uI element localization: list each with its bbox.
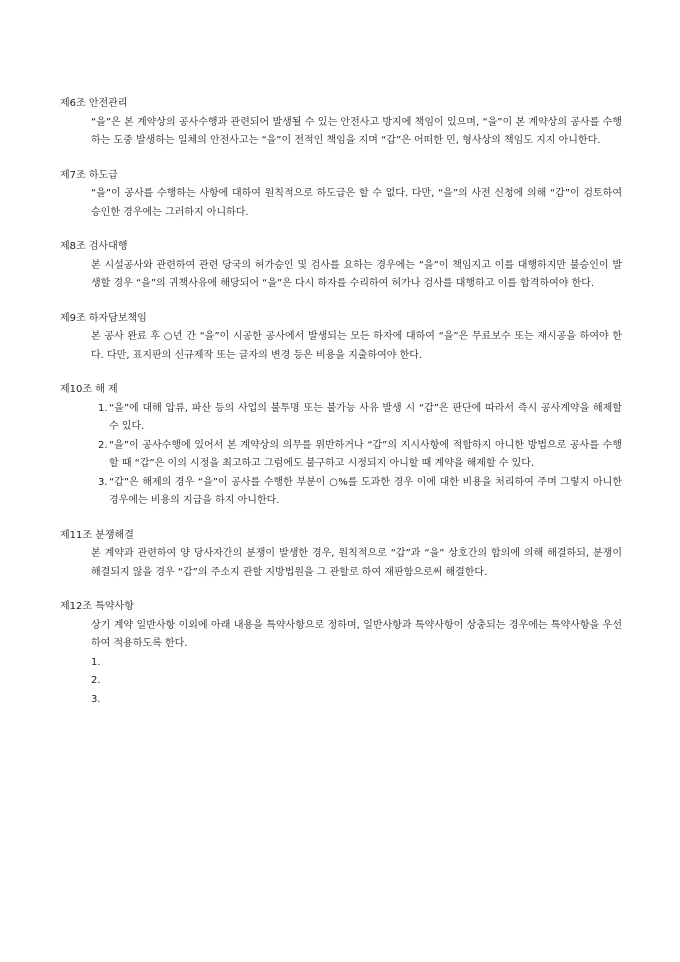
- article-7: [60, 167, 622, 223]
- item-text: “을”이 공사수행에 있어서 본 계약상의 의무를 위반하거나 “갑”의 지시사항에 적합하지 아니한 방법으로 공사를 수행할 때 “갑”은 이의 시정을 최고하고 그럼에도 불구하고 시정되지 아니할 때 계약을 해제할 수 있다.: [109, 439, 622, 469]
- contract-clauses: [60, 95, 622, 725]
- article-heading: 제12조 특약사항: [60, 601, 134, 612]
- article-9: [60, 310, 622, 366]
- list-item: [60, 437, 622, 474]
- article-heading: 제11조 분쟁해결: [60, 529, 134, 541]
- termination-list: [60, 400, 622, 511]
- item-text: “을”에 대해 압류, 파산 등의 사업의 불투명 또는 불가능 사유 발생 시 “갑”은 판단에 따라서 즉시 공사계약을 해제할 수 있다.: [109, 402, 622, 432]
- article-body: 본 공사 완료 후 ○년 간 “을”이 시공한 공사에서 발생되는 모든 하자에 대하여 “을”은 무료보수 또는 재시공을 하여야 한다. 다만, 표지판의 신규제작 또는 글자의 변경 등은 비용을 지출하여야 한다.: [91, 331, 622, 361]
- article-body: 본 시설공사와 관련하여 관련 당국의 허가승인 및 검사를 요하는 경우에는 “을”이 책임지고 이를 대행하지만 불승인이 발생할 경우 “을”의 귀책사유에 해당되어 “을”은 다시 하자를 수리하여 허가나 검사를 대행하고 이를 합격하여야 한다.: [91, 259, 622, 289]
- article-10: [60, 381, 622, 511]
- special-terms-list: [91, 654, 622, 710]
- list-item: 1.: [91, 656, 101, 668]
- item-number: 2.: [98, 439, 108, 451]
- article-8: [60, 238, 622, 294]
- list-item: 2.: [91, 675, 101, 686]
- article-body: “을”이 공사를 수행하는 사항에 대하여 원칙적으로 하도급은 할 수 없다. 다만, “을”의 사전 신청에 의해 “갑”이 검토하여 승인한 경우에는 그러하지 아니하다.: [91, 188, 622, 218]
- article-heading: 제8조 검사대행: [60, 241, 128, 252]
- article-body: 본 계약과 관련하여 양 당사자간의 분쟁이 발생한 경우, 원칙적으로 “갑”과 “을” 상호간의 합의에 의해 해결하되, 분쟁이 해결되지 않을 경우 “갑”의 주소지 관할 지방법원을 그 관할로 하여 재판함으로써 해결한다.: [91, 548, 622, 578]
- article-heading: 제6조 안전관리: [60, 98, 128, 109]
- item-text: “갑”은 해제의 경우 “을”이 공사를 수행한 부분이 ○%를 도과한 경우 이에 대한 비용을 처리하여 주며 그렇지 아니한 경우에는 비용의 지급을 하지 아니한다.: [109, 476, 622, 506]
- article-11: [60, 527, 622, 583]
- article-heading: 제9조 하자담보책임: [60, 312, 147, 324]
- article-12: [60, 598, 622, 709]
- list-item: [60, 474, 622, 511]
- list-item: 3.: [91, 693, 101, 705]
- article-body: “을”은 본 계약상의 공사수행과 관련되어 발생될 수 있는 안전사고 방지에 책임이 있으며, “을”이 본 계약상의 공사를 수행하는 도중 발생하는 일체의 안전사고는 “을”이 전적인 책임을 지며 “갑”은 어떠한 민, 형사상의 책임도 지지 아니한다.: [91, 116, 622, 146]
- list-item: [60, 400, 622, 437]
- item-number: 3.: [98, 476, 108, 488]
- article-heading: 제10조 해 제: [60, 384, 118, 395]
- article-body: 상기 계약 일반사항 이외에 아래 내용을 특약사항으로 정하며, 일반사항과 특약사항이 상충되는 경우에는 특약사항을 우선하여 적용하도록 한다.: [91, 619, 622, 649]
- article-heading: 제7조 하도급: [60, 169, 118, 181]
- article-6: [60, 95, 622, 151]
- item-number: 1.: [98, 402, 108, 414]
